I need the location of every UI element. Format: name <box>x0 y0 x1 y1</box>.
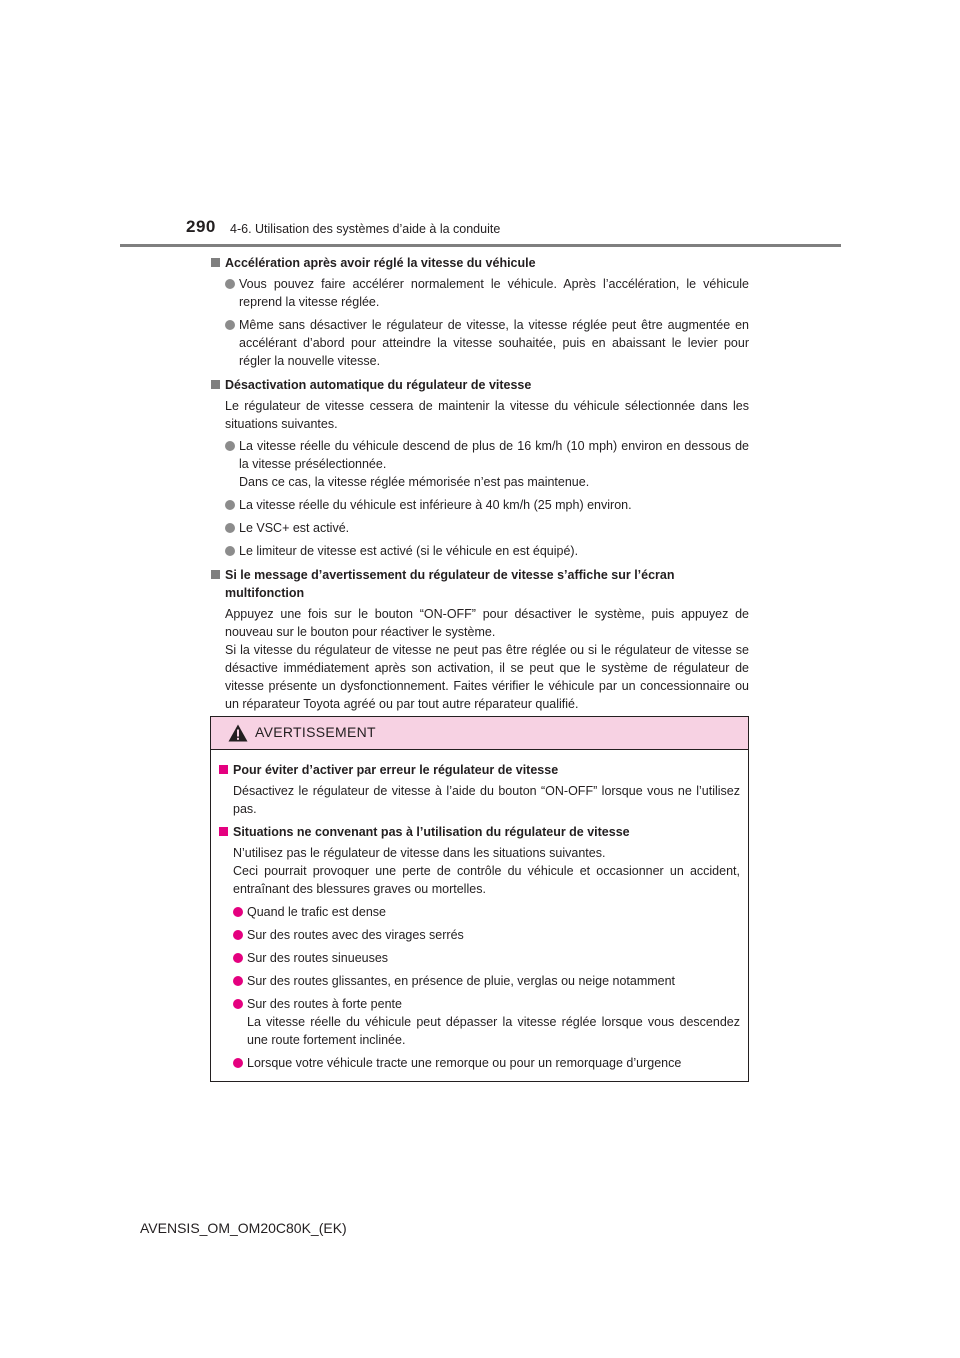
list-item: Sur des routes à forte pente La vitesse réelle du véhicule peut dépasser la vitesse réglée lorsque vous descendez une route fortement inclinée. <box>219 995 740 1049</box>
section-warning-message <box>211 566 749 713</box>
section-paragraph: Appuyez une fois sur le bouton “ON-OFF” pour désactiver le système, puis appuyez de nouveau sur le bouton pour réactiver le système. Si la vitesse du régulateur de vitesse ne peut pas être réglée ou si le régulateur de vitesse se désactive immédiatement après son activation, il se peut que le système de régulateur de vitesse présente un dysfonctionnement. Faites vérifier le véhicule par un concessionnaire ou un réparateur Toyota agréé ou par tout autre réparateur qualifié. <box>225 607 749 711</box>
section-title: 4-6. Utilisation des systèmes d’aide à la conduite <box>230 222 501 236</box>
page-number: 290 <box>186 217 216 236</box>
square-bullet-icon <box>211 258 220 267</box>
section-heading: Si le message d’avertissement du régulateur de vitesse s’affiche sur l’écran multifonction <box>211 566 749 602</box>
section-auto-deactivation <box>211 376 749 560</box>
list-item: La vitesse réelle du véhicule descend de plus de 16 km/h (10 mph) environ en dessous de la vitesse présélectionnée. Dans ce cas, la vitesse réglée mémorisée n’est pas maintenue. <box>211 437 749 491</box>
list-item: Vous pouvez faire accélérer normalement le véhicule. Après l’accélération, le véhicule reprend la vitesse réglée. <box>211 275 749 311</box>
warning-paragraph: N’utilisez pas le régulateur de vitesse dans les situations suivantes. Ceci pourrait provoquer une perte de contrôle du véhicule et occasionner un accident, entraînant des blessures graves ou mortelles. <box>233 846 740 896</box>
section-heading: Désactivation automatique du régulateur de vitesse <box>211 376 749 394</box>
list-item: La vitesse réelle du véhicule est inférieure à 40 km/h (25 mph) environ. <box>211 496 749 514</box>
main-content <box>211 254 749 719</box>
document-code: AVENSIS_OM_OM20C80K_(EK) <box>140 1220 347 1236</box>
round-bullet-icon <box>233 930 243 940</box>
square-bullet-icon <box>211 570 220 579</box>
warning-paragraph: Désactivez le régulateur de vitesse à l’aide du bouton “ON-OFF” lorsque vous ne l’utilisez pas. <box>233 784 740 816</box>
round-bullet-icon <box>225 546 235 556</box>
round-bullet-icon <box>225 320 235 330</box>
warning-body <box>211 761 748 1077</box>
warning-heading: Pour éviter d’activer par erreur le régulateur de vitesse <box>219 761 740 779</box>
round-bullet-icon <box>233 953 243 963</box>
round-bullet-icon <box>233 907 243 917</box>
round-bullet-icon <box>233 999 243 1009</box>
list-item: Sur des routes avec des virages serrés <box>219 926 740 944</box>
round-bullet-icon <box>225 279 235 289</box>
section-intro: Le régulateur de vitesse cessera de maintenir la vitesse du véhicule sélectionnée dans les situations suivantes. <box>225 399 749 431</box>
list-item: Même sans désactiver le régulateur de vitesse, la vitesse réglée peut être augmentée en accélérant d’abord pour atteindre la vitesse souhaitée, puis en abaissant le levier pour régler la nouvelle vitesse. <box>211 316 749 370</box>
round-bullet-icon <box>233 1058 243 1068</box>
section-acceleration <box>211 254 749 370</box>
warning-triangle-icon <box>228 724 248 742</box>
header-rule <box>120 244 841 247</box>
section-heading: Accélération après avoir réglé la vitesse du véhicule <box>211 254 749 272</box>
list-item: Lorsque votre véhicule tracte une remorque ou pour un remorquage d’urgence <box>219 1054 740 1072</box>
round-bullet-icon <box>225 500 235 510</box>
square-bullet-icon <box>211 380 220 389</box>
list-item: Sur des routes sinueuses <box>219 949 740 967</box>
square-bullet-icon <box>219 765 228 774</box>
warning-box <box>210 716 749 1082</box>
round-bullet-icon <box>225 441 235 451</box>
list-item: Le limiteur de vitesse est activé (si le véhicule en est équipé). <box>211 542 749 560</box>
round-bullet-icon <box>233 976 243 986</box>
list-item: Le VSC+ est activé. <box>211 519 749 537</box>
list-item: Sur des routes glissantes, en présence de pluie, verglas ou neige notamment <box>219 972 740 990</box>
list-item: Quand le trafic est dense <box>219 903 740 921</box>
square-bullet-icon <box>219 827 228 836</box>
warning-header <box>211 717 748 750</box>
round-bullet-icon <box>225 523 235 533</box>
warning-title: AVERTISSEMENT <box>255 724 376 740</box>
warning-heading: Situations ne convenant pas à l’utilisation du régulateur de vitesse <box>219 823 740 841</box>
